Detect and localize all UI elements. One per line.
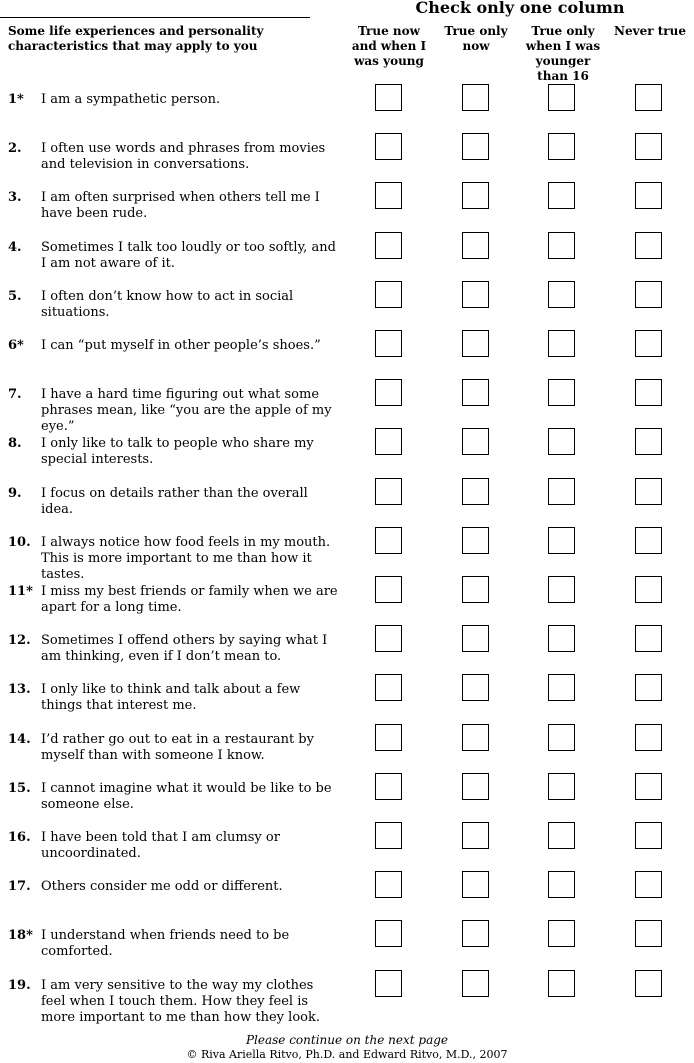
checkbox-true-only-now[interactable] — [462, 84, 489, 111]
checkbox-true-only-younger[interactable] — [548, 970, 575, 997]
checkbox-never-true[interactable] — [635, 625, 662, 652]
question-text: I focus on details rather than the overall idea. — [41, 486, 308, 517]
question-row — [0, 682, 694, 730]
question-text: I can “put myself in other people’s shoes.” — [41, 338, 321, 353]
checkbox-true-only-now[interactable] — [462, 478, 489, 505]
checkbox-never-true[interactable] — [635, 379, 662, 406]
question-number: 17. — [8, 879, 31, 894]
question-row — [0, 338, 694, 386]
checkbox-never-true[interactable] — [635, 724, 662, 751]
checkbox-true-now-and-young[interactable] — [375, 920, 402, 947]
checkbox-true-only-now[interactable] — [462, 724, 489, 751]
checkbox-true-only-now[interactable] — [462, 379, 489, 406]
question-number: 9. — [8, 486, 22, 501]
checkbox-true-now-and-young[interactable] — [375, 428, 402, 455]
question-row — [0, 535, 694, 583]
checkbox-never-true[interactable] — [635, 281, 662, 308]
checkbox-never-true[interactable] — [635, 478, 662, 505]
question-text: I have a hard time figuring out what some phrases mean, like “you are the apple of my eye.” — [41, 387, 332, 434]
checkbox-true-only-younger[interactable] — [548, 478, 575, 505]
checkbox-true-only-younger[interactable] — [548, 379, 575, 406]
checkbox-true-now-and-young[interactable] — [375, 281, 402, 308]
column-header-true-only-younger: True only when I was younger than 16 — [525, 24, 601, 83]
continue-note: Please continue on the next page — [245, 1033, 449, 1047]
checkbox-true-now-and-young[interactable] — [375, 576, 402, 603]
column-header-true-only-now: True only now — [444, 24, 508, 53]
checkbox-never-true[interactable] — [635, 232, 662, 259]
question-number: 8. — [8, 436, 22, 451]
checkbox-true-only-now[interactable] — [462, 576, 489, 603]
question-number: 1* — [8, 92, 24, 107]
checkbox-true-now-and-young[interactable] — [375, 871, 402, 898]
question-text: I often don’t know how to act in social situations. — [41, 289, 294, 320]
question-row — [0, 830, 694, 878]
question-row — [0, 486, 694, 534]
checkbox-never-true[interactable] — [635, 428, 662, 455]
question-number: 18* — [8, 928, 33, 943]
checkbox-true-only-now[interactable] — [462, 822, 489, 849]
question-row — [0, 387, 694, 435]
checkbox-never-true[interactable] — [635, 84, 662, 111]
checkbox-true-only-now[interactable] — [462, 625, 489, 652]
checkbox-true-now-and-young[interactable] — [375, 379, 402, 406]
checkbox-true-only-now[interactable] — [462, 133, 489, 160]
question-text: I miss my best friends or family when we are apart for a long time. — [41, 584, 338, 615]
checkbox-true-only-now[interactable] — [462, 330, 489, 357]
checkbox-never-true[interactable] — [635, 822, 662, 849]
question-number: 15. — [8, 781, 31, 796]
checkbox-never-true[interactable] — [635, 970, 662, 997]
checkbox-true-now-and-young[interactable] — [375, 478, 402, 505]
checkbox-true-only-now[interactable] — [462, 871, 489, 898]
checkbox-true-now-and-young[interactable] — [375, 724, 402, 751]
check-column-title: Check only one column — [346, 0, 694, 18]
question-number: 19. — [8, 978, 31, 993]
question-row — [0, 240, 694, 288]
checkbox-true-only-younger[interactable] — [548, 625, 575, 652]
question-text: I have been told that I am clumsy or uncoordinated. — [41, 830, 280, 861]
checkbox-true-only-now[interactable] — [462, 920, 489, 947]
checkbox-never-true[interactable] — [635, 330, 662, 357]
question-text: I only like to think and talk about a few things that interest me. — [41, 682, 301, 713]
checkbox-never-true[interactable] — [635, 674, 662, 701]
question-row — [0, 584, 694, 632]
checkbox-true-only-younger[interactable] — [548, 724, 575, 751]
checkbox-true-now-and-young[interactable] — [375, 330, 402, 357]
checkbox-true-only-younger[interactable] — [548, 182, 575, 209]
checkbox-true-only-younger[interactable] — [548, 773, 575, 800]
question-text: I cannot imagine what it would be like to be someone else. — [41, 781, 332, 812]
checkbox-true-now-and-young[interactable] — [375, 674, 402, 701]
checkbox-true-only-now[interactable] — [462, 281, 489, 308]
top-rule-left — [0, 17, 310, 18]
question-number: 16. — [8, 830, 31, 845]
question-number: 4. — [8, 240, 22, 255]
checkbox-never-true[interactable] — [635, 182, 662, 209]
checkbox-true-now-and-young[interactable] — [375, 84, 402, 111]
question-text: Others consider me odd or different. — [41, 879, 283, 894]
question-row — [0, 92, 694, 140]
checkbox-true-only-younger[interactable] — [548, 576, 575, 603]
question-text: Sometimes I talk too loudly or too softly, and I am not aware of it. — [41, 240, 336, 271]
question-number: 2. — [8, 141, 22, 156]
column-header-never-true: Never true — [614, 24, 686, 38]
question-text: I understand when friends need to be comforted. — [41, 928, 290, 959]
checkbox-true-only-now[interactable] — [462, 232, 489, 259]
checkbox-true-only-younger[interactable] — [548, 674, 575, 701]
checkbox-true-only-younger[interactable] — [548, 920, 575, 947]
checkbox-true-only-younger[interactable] — [548, 84, 575, 111]
question-row — [0, 879, 694, 927]
question-number: 11* — [8, 584, 33, 599]
checkbox-true-only-now[interactable] — [462, 970, 489, 997]
checkbox-true-only-younger[interactable] — [548, 330, 575, 357]
checkbox-never-true[interactable] — [635, 871, 662, 898]
checkbox-true-only-younger[interactable] — [548, 281, 575, 308]
checkbox-true-now-and-young[interactable] — [375, 133, 402, 160]
statements-header: Some life experiences and personality characteristics that may apply to you — [8, 24, 264, 53]
checkbox-true-only-younger[interactable] — [548, 527, 575, 554]
question-row — [0, 436, 694, 484]
question-row — [0, 633, 694, 681]
question-text: I am often surprised when others tell me I have been rude. — [41, 190, 320, 221]
question-number: 5. — [8, 289, 22, 304]
checkbox-never-true[interactable] — [635, 920, 662, 947]
question-number: 3. — [8, 190, 22, 205]
question-row — [0, 190, 694, 238]
checkbox-never-true[interactable] — [635, 133, 662, 160]
checkbox-true-only-younger[interactable] — [548, 871, 575, 898]
question-text: I am a sympathetic person. — [41, 92, 221, 107]
checkbox-true-only-younger[interactable] — [548, 428, 575, 455]
question-number: 14. — [8, 732, 31, 747]
question-number: 12. — [8, 633, 31, 648]
checkbox-true-only-now[interactable] — [462, 182, 489, 209]
question-row — [0, 289, 694, 337]
checkbox-true-only-now[interactable] — [462, 773, 489, 800]
question-text: I always notice how food feels in my mouth. This is more important to me than how it tastes. — [41, 535, 331, 582]
checkbox-true-now-and-young[interactable] — [375, 232, 402, 259]
question-text: I’d rather go out to eat in a restaurant by myself than with someone I know. — [41, 732, 314, 763]
question-number: 10. — [8, 535, 31, 550]
question-text: I am very sensitive to the way my clothes feel when I touch them. How they feel is more important to me than how they look. — [41, 978, 320, 1025]
question-number: 6* — [8, 338, 24, 353]
question-number: 13. — [8, 682, 31, 697]
question-row — [0, 732, 694, 780]
checkbox-true-only-younger[interactable] — [548, 822, 575, 849]
checkbox-true-now-and-young[interactable] — [375, 970, 402, 997]
checkbox-true-now-and-young[interactable] — [375, 625, 402, 652]
checkbox-true-now-and-young[interactable] — [375, 773, 402, 800]
checkbox-true-now-and-young[interactable] — [375, 182, 402, 209]
question-row — [0, 141, 694, 189]
checkbox-never-true[interactable] — [635, 773, 662, 800]
checkbox-true-only-younger[interactable] — [548, 232, 575, 259]
question-number: 7. — [8, 387, 22, 402]
question-row — [0, 978, 694, 1026]
checkbox-true-only-younger[interactable] — [548, 133, 575, 160]
checkbox-never-true[interactable] — [635, 527, 662, 554]
checkbox-true-only-now[interactable] — [462, 527, 489, 554]
question-text: I often use words and phrases from movies and television in conversations. — [41, 141, 326, 172]
checkbox-never-true[interactable] — [635, 576, 662, 603]
question-row — [0, 781, 694, 829]
column-header-true-now-and-young: True now and when I was young — [351, 24, 427, 68]
question-text: Sometimes I offend others by saying what I am thinking, even if I don’t mean to. — [41, 633, 328, 664]
checkbox-true-only-now[interactable] — [462, 428, 489, 455]
question-row — [0, 928, 694, 976]
checkbox-true-now-and-young[interactable] — [375, 822, 402, 849]
question-text: I only like to talk to people who share my special interests. — [41, 436, 314, 467]
checkbox-true-only-now[interactable] — [462, 674, 489, 701]
checkbox-true-now-and-young[interactable] — [375, 527, 402, 554]
copyright-line: © Riva Ariella Ritvo, Ph.D. and Edward Ritvo, M.D., 2007 — [186, 1048, 508, 1061]
